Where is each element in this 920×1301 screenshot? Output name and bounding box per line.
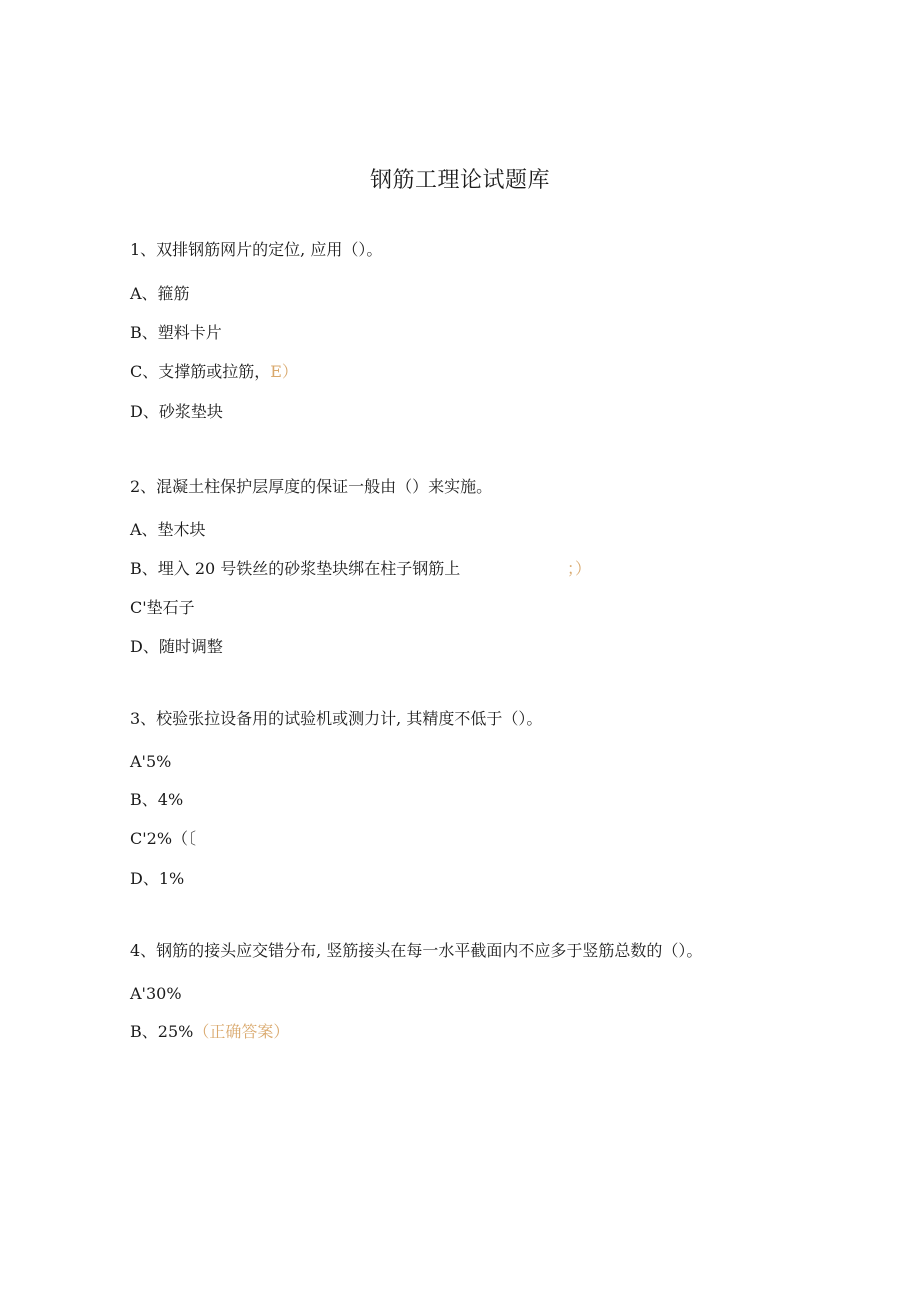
answer-mark: E） xyxy=(270,362,298,381)
option-text: C、支撑筋或拉筋， xyxy=(130,362,271,381)
answer-mark: ；） xyxy=(567,559,592,578)
question-4-option-b xyxy=(130,1022,289,1042)
question-2-option-c: C'垫石子 xyxy=(130,598,195,617)
question-1-option-d: D、砂浆垫块 xyxy=(130,402,223,421)
option-text: B、25% xyxy=(130,1022,194,1041)
question-2-option-a: A、垫木块 xyxy=(130,520,206,539)
question-2-stem: 2、混凝土柱保护层厚度的保证一般由（）来实施。 xyxy=(130,477,493,496)
question-1-option-c xyxy=(130,362,298,382)
question-4-option-a: A'30% xyxy=(130,984,182,1003)
question-3-option-c: C'2%（〔 xyxy=(130,829,197,848)
question-3-option-a: A'5% xyxy=(130,752,172,771)
page-title: 钢筋工理论试题库 xyxy=(369,168,550,193)
question-3-stem: 3、校验张拉设备用的试验机或测力计, 其精度不低于（）。 xyxy=(130,709,543,728)
question-4-stem: 4、钢筋的接头应交错分布, 竖筋接头在每一水平截面内不应多于竖筋总数的（）。 xyxy=(130,941,703,960)
question-3-option-d: D、1% xyxy=(130,869,185,888)
question-1-option-a: A、箍筋 xyxy=(130,284,190,303)
question-1-stem: 1、双排钢筋网片的定位, 应用（）。 xyxy=(130,240,383,259)
question-2-option-d: D、随时调整 xyxy=(130,637,223,656)
question-1-option-b: B、塑料卡片 xyxy=(130,323,222,342)
question-2-option-b xyxy=(130,559,460,579)
answer-mark: （正确答案） xyxy=(193,1022,290,1041)
question-3-option-b: B、4% xyxy=(130,790,184,809)
option-text: B、埋入 20 号铁丝的砂浆垫块绑在柱子钢筋上 xyxy=(130,559,461,578)
